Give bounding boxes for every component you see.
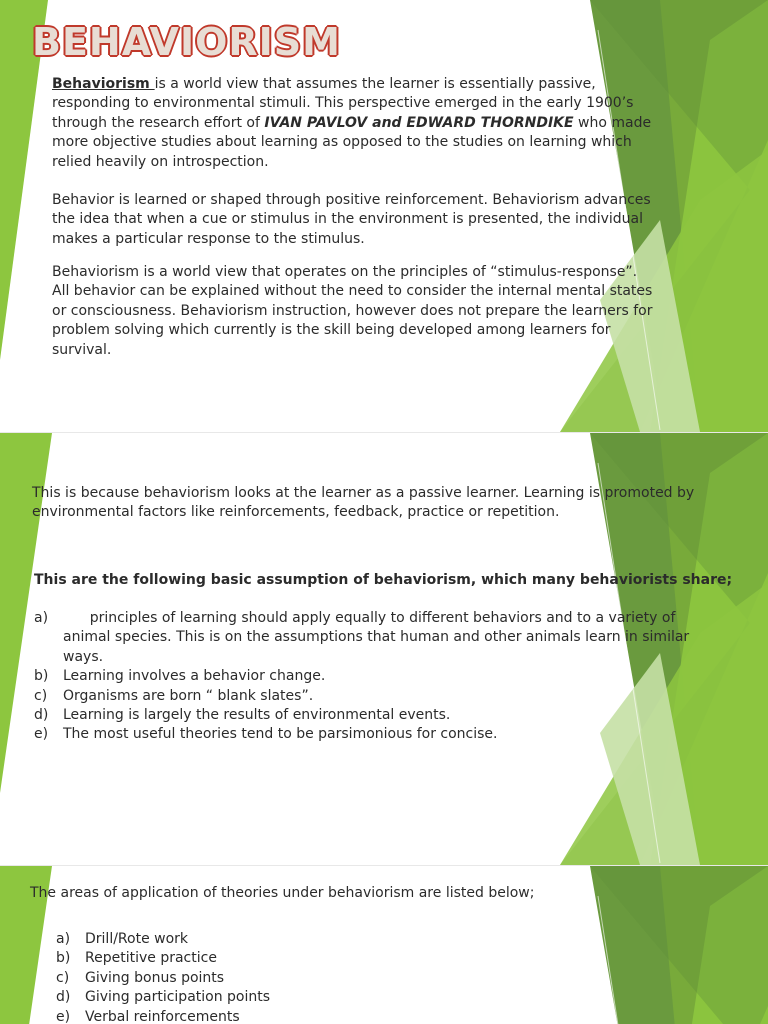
list-item: [56, 930, 456, 949]
list-item-text: Verbal reinforcements: [85, 1008, 240, 1024]
list-marker: b): [56, 950, 71, 967]
list-item-text: Organisms are born “ blank slates”.: [63, 687, 314, 704]
list-item: [34, 725, 704, 744]
list-item-text: The most useful theories tend to be parsimonious for concise.: [63, 726, 498, 743]
list-marker: a): [34, 610, 49, 626]
application-intro: The areas of application of theories under behaviorism are listed below;: [30, 885, 535, 901]
list-item: [34, 706, 704, 725]
list-marker: e): [34, 726, 49, 743]
assumptions-heading: This are the following basic assumption of behaviorism, which many behaviorists share;: [34, 572, 733, 588]
list-marker: d): [56, 989, 71, 1006]
slide-3: [0, 866, 768, 1024]
list-item-text: Giving bonus points: [85, 969, 225, 986]
list-item: [56, 969, 456, 988]
list-item-text: principles of learning should apply equally to different behaviors and to a variety of animal species. This is on the assumptions that human and other animals learn in similar ways.: [63, 610, 690, 665]
list-marker: e): [56, 1008, 71, 1024]
reinforcement-paragraph: Behavior is learned or shaped through positive reinforcement. Behaviorism advances the idea that when a cue or stimulus in the environment is presented, the individual makes a particular response to the stimulus.: [52, 192, 651, 247]
application-list: [56, 930, 456, 1024]
list-item-text: Learning involves a behavior change.: [63, 668, 326, 685]
term-behaviorism: Behaviorism: [52, 76, 155, 92]
list-marker: a): [56, 931, 71, 947]
slide-title: BEHAVIORISM: [32, 20, 341, 64]
list-item-text: Drill/Rote work: [85, 931, 189, 947]
list-item: [34, 667, 704, 686]
intro-text-1: is a world view that assumes the learner is essentially passive, responding to environmental stimuli. This perspective emerged in the early 1900’s through the research effort of: [52, 76, 634, 131]
list-item-text: Repetitive practice: [85, 950, 217, 967]
intro-text-2: who made more objective studies about learning as opposed to the studies on learning which relied heavily on introspection.: [52, 114, 652, 170]
intro-paragraph: [52, 75, 662, 172]
list-item-text: Giving participation points: [85, 989, 271, 1006]
list-marker: b): [34, 668, 49, 685]
stimulus-response-paragraph: Behaviorism is a world view that operates on the principles of “stimulus-response”. All behavior can be explained without the need to consider the internal mental states or consciousness. Behaviorism instruction, however does not prepare the learners for problem solving which currently is the skill being developed among learners for survival.: [52, 264, 653, 358]
researcher-names: IVAN PAVLOV and EDWARD THORNDIKE: [264, 114, 574, 131]
list-item: [34, 609, 704, 667]
list-item: [56, 1008, 456, 1024]
slide-2: [0, 433, 768, 865]
passive-learner-paragraph: This is because behaviorism looks at the learner as a passive learner. Learning is promoted by environmental factors like reinforcements, feedback, practice or repetition.: [32, 485, 695, 521]
assumptions-list: [34, 609, 704, 745]
list-item: [56, 949, 456, 968]
list-item: [56, 988, 456, 1007]
list-item: [34, 687, 704, 706]
list-item-text: Learning is largely the results of environmental events.: [63, 707, 451, 724]
slide-1: [0, 0, 768, 432]
list-marker: d): [34, 707, 49, 724]
list-marker: c): [56, 969, 70, 986]
list-marker: c): [34, 687, 48, 704]
